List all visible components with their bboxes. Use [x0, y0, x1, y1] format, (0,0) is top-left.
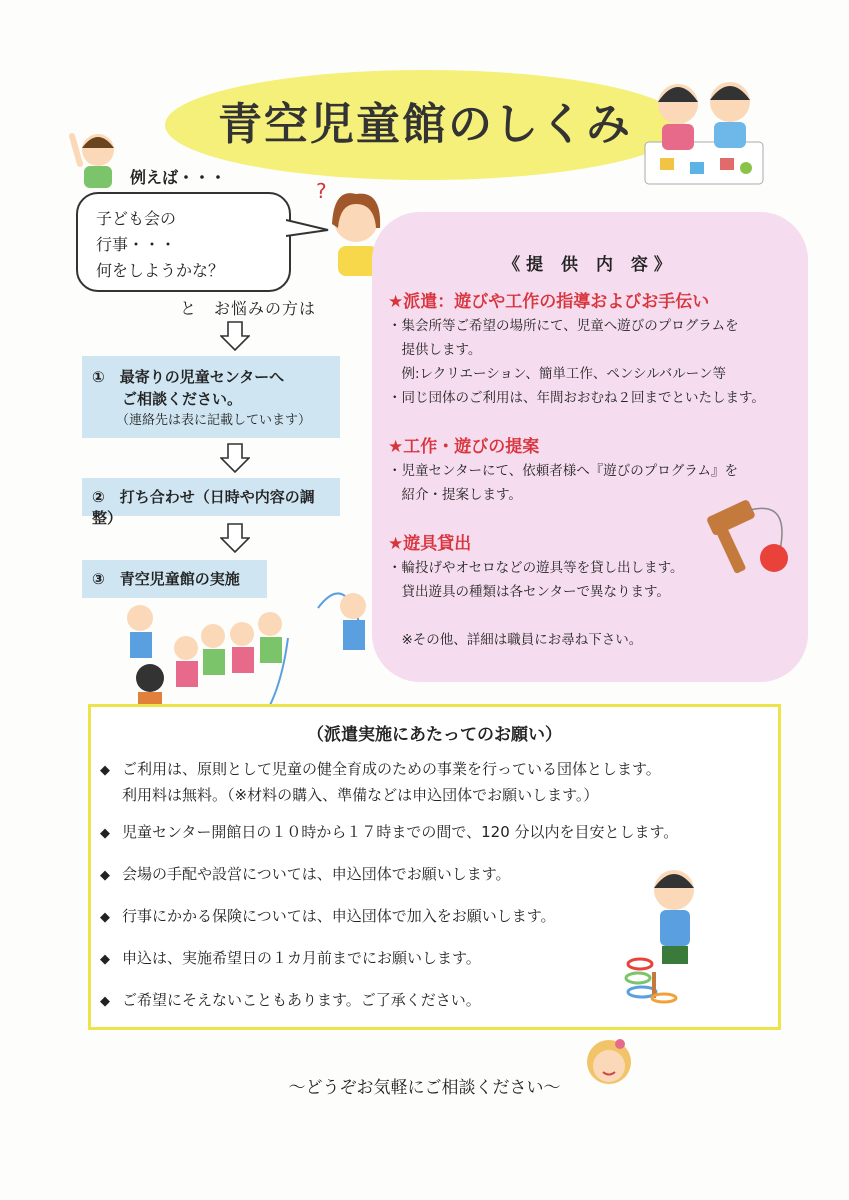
request-text: 利用料は無料。（※材料の購入、準備などは申込団体でお願いします。） [122, 786, 599, 804]
down-arrow-icon [220, 522, 250, 554]
request-item [100, 757, 661, 807]
offer-line: ※その他、詳細は職員にお尋ね下さい。 [388, 632, 643, 648]
request-item [100, 988, 481, 1014]
worry-line: と お悩みの方は [180, 299, 317, 318]
waving-boy-illustration [64, 128, 126, 190]
request-text: 会場の手配や設営については、申込団体でお願いします。 [122, 865, 511, 883]
offer-line: ・集会所等ご希望の場所にて、児童へ遊びのプログラムを [388, 318, 739, 334]
request-item [100, 946, 481, 972]
kendama-illustration [700, 490, 800, 585]
offer-section-title: ★工作・遊びの提案 [388, 437, 540, 457]
offer-line: ・輪投げやオセロなどの遊具等を貸し出します。 [388, 560, 684, 576]
step-1-box [82, 356, 340, 438]
requests-title: （派遣実施にあたってのお願い） [307, 725, 562, 745]
request-text: 行事にかかる保険については、申込団体で加入をお願いします。 [122, 907, 556, 925]
down-arrow-icon [220, 442, 250, 474]
offer-line [388, 604, 798, 628]
offer-section-dispatch [388, 287, 798, 410]
diamond-bullet-icon: ◆ [100, 994, 110, 1009]
request-text: ご希望にそえないこともあります。ご了承ください。 [122, 991, 481, 1009]
bubble-line: 何をしようかな？ [96, 261, 225, 280]
request-text: 申込は、実施希望日の１カ月前までにお願いします。 [122, 949, 481, 967]
example-label: 例えば・・・ [130, 168, 227, 187]
diamond-bullet-icon: ◆ [100, 952, 110, 967]
diamond-bullet-icon: ◆ [100, 826, 110, 841]
ring-toss-boy-illustration [612, 862, 727, 1010]
request-item [100, 904, 556, 930]
request-text: 児童センター開館日の１０時から１７時までの間で、120 分以内を目安とします。 [122, 823, 679, 841]
request-item [100, 820, 678, 846]
step-2-label: ② 打ち合わせ（日時や内容の調整） [92, 488, 315, 527]
speech-bubble [76, 192, 291, 292]
offer-section-title: ★派遣：遊びや工作の指導およびお手伝い [388, 292, 710, 312]
request-item [100, 862, 511, 888]
request-text: ご利用は、原則として児童の健全育成のための事業を行っている団体とします。 [122, 760, 661, 778]
offer-line: ・同じ団体のご利用は、年間おおむね２回までといたします。 [388, 390, 765, 406]
step-1-note: （連絡先は表に記載しています） [116, 413, 312, 428]
page-title: 青空児童館のしくみ [218, 99, 632, 150]
step-3-label: ③ 青空児童館の実施 [92, 570, 240, 588]
bubble-line: 子ども会の [96, 209, 177, 228]
offer-line: 貸出遊具の種類は各センターで異なります。 [388, 584, 670, 600]
footer-message: ～どうぞお気軽にご相談ください～ [288, 1078, 561, 1098]
offer-heading: 《提 供 内 容》 [503, 255, 677, 275]
svg-text:?: ? [316, 180, 327, 203]
down-arrow-icon [220, 320, 250, 352]
bubble-line: 行事・・・ [96, 235, 177, 254]
diamond-bullet-icon: ◆ [100, 868, 110, 883]
kids-playing-illustration [640, 72, 770, 192]
offer-line: ・児童センターにて、依頼者様へ『遊びのプログラム』を [388, 463, 739, 479]
step-2-box [82, 478, 340, 527]
diamond-bullet-icon: ◆ [100, 763, 110, 778]
offer-line: 提供します。 [388, 342, 482, 358]
offer-section-title: ★遊具貸出 [388, 534, 472, 554]
step-1-label-cont: ご相談ください。 [122, 390, 243, 408]
offer-line: 例:レクリエーション、簡単工作、ペンシルバルーン等 [388, 366, 726, 382]
offer-line: 紹介・提案します。 [388, 487, 522, 503]
step-1-label: ① 最寄りの児童センターへ [92, 368, 285, 386]
diamond-bullet-icon: ◆ [100, 910, 110, 925]
